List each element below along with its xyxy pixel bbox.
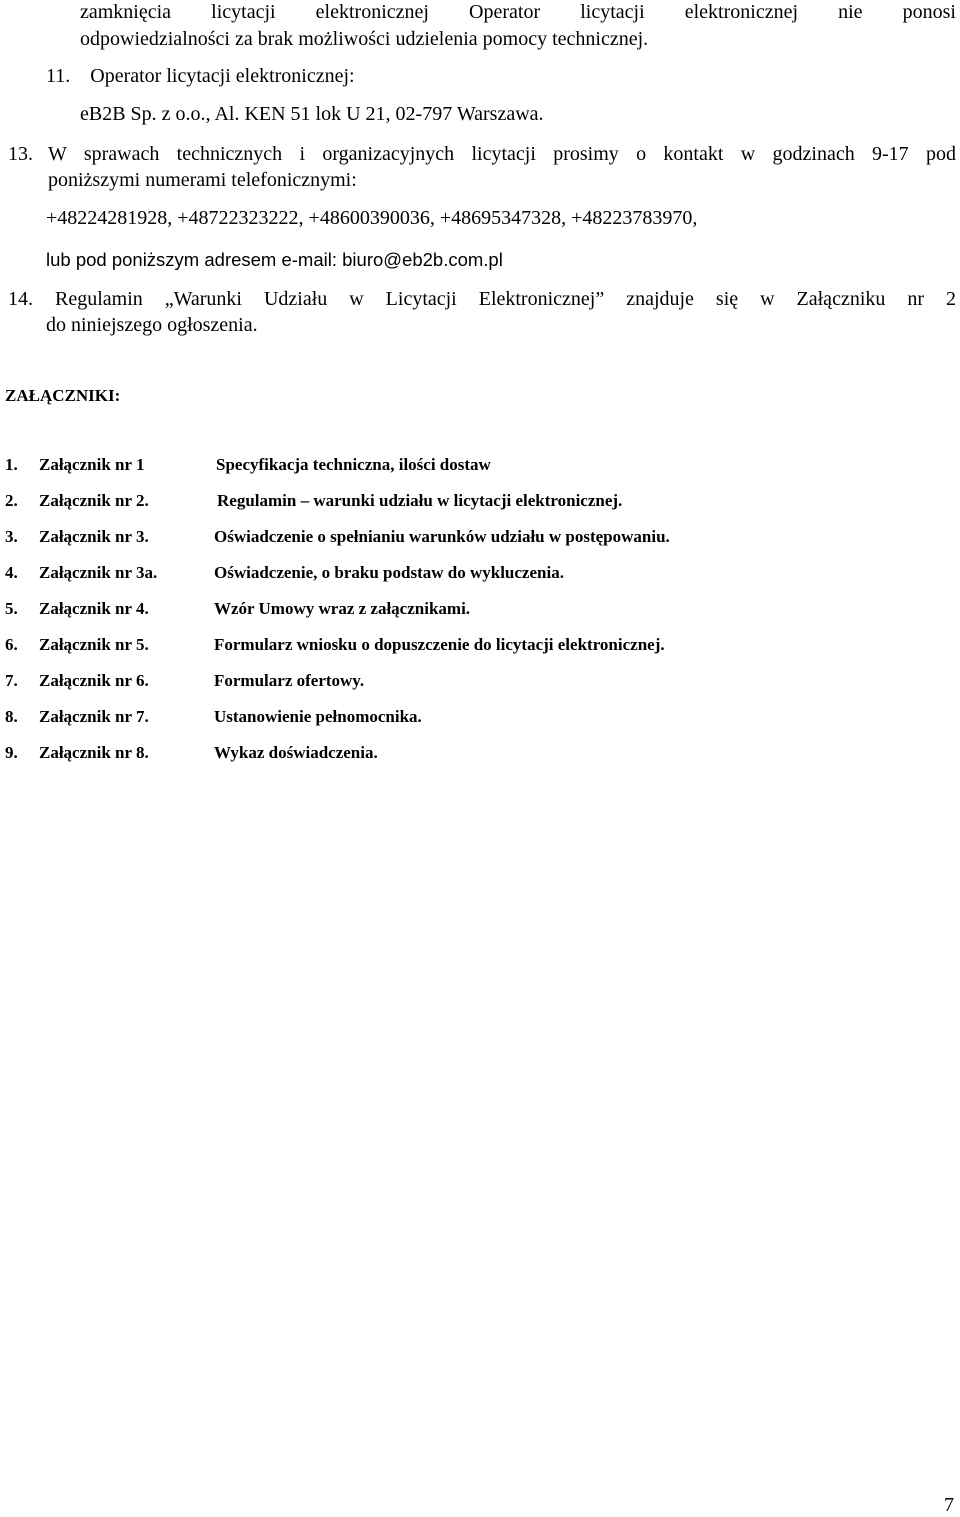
attachment-description: Oświadczenie o spełnianiu warunków udziału w postępowaniu.	[214, 527, 670, 546]
attachment-number: 7.	[5, 671, 18, 690]
attachment-label: Załącznik nr 2.	[39, 491, 149, 510]
attachment-label: Załącznik nr 7.	[39, 707, 149, 726]
attachment-label: Załącznik nr 3a.	[39, 563, 158, 582]
page-number: 7	[944, 1494, 954, 1516]
paragraph-continuation-line-2: odpowiedzialności za brak możliwości udzielenia pomocy technicznej.	[80, 28, 649, 50]
point-13-line-2: poniższymi numerami telefonicznymi:	[48, 169, 357, 191]
attachment-description: Regulamin – warunki udziału w licytacji elektronicznej.	[217, 491, 623, 510]
attachment-number: 5.	[5, 599, 18, 618]
attachment-number: 1.	[5, 455, 18, 474]
attachment-description: Oświadczenie, o braku podstaw do wykluczenia.	[214, 563, 564, 582]
attachment-description: Ustanowienie pełnomocnika.	[214, 707, 422, 726]
point-14-line-2: do niniejszego ogłoszenia.	[46, 314, 258, 336]
point-11	[46, 64, 355, 88]
attachment-description: Formularz wniosku o dopuszczenie do licytacji elektronicznej.	[214, 635, 665, 654]
email-line: lub pod poniższym adresem e-mail: biuro@eb2b.com.pl	[46, 249, 503, 270]
attachment-description: Specyfikacja techniczna, ilości dostaw	[216, 455, 491, 474]
attachment-label: Załącznik nr 4.	[39, 599, 149, 618]
point-13-number: 13.	[8, 143, 33, 165]
operator-address: eB2B Sp. z o.o., Al. KEN 51 lok U 21, 02-797 Warszawa.	[80, 103, 544, 125]
attachment-label: Załącznik nr 5.	[39, 635, 149, 654]
attachment-number: 9.	[5, 743, 18, 762]
attachment-number: 6.	[5, 635, 18, 654]
attachment-label: Załącznik nr 6.	[39, 671, 149, 690]
attachment-description: Formularz ofertowy.	[214, 671, 365, 690]
point-11-label: Operator licytacji elektronicznej:	[90, 65, 355, 87]
attachment-number: 2.	[5, 491, 18, 510]
attachment-number: 4.	[5, 563, 18, 582]
point-11-number: 11.	[46, 65, 71, 87]
attachment-label: Załącznik nr 1	[39, 455, 145, 474]
attachment-description: Wykaz doświadczenia.	[214, 743, 378, 762]
attachment-label: Załącznik nr 3.	[39, 527, 149, 546]
phone-numbers: +48224281928, +48722323222, +48600390036, +48695347328, +48223783970,	[46, 207, 698, 229]
attachments-heading: ZAŁĄCZNIKI:	[5, 386, 121, 405]
attachment-description: Wzór Umowy wraz z załącznikami.	[214, 599, 471, 618]
paragraph-continuation-line-1: zamknięcia licytacji elektronicznej Operator licytacji elektronicznej nie ponosi	[80, 1, 956, 23]
attachment-number: 3.	[5, 527, 18, 546]
point-13-line-1: W sprawach technicznych i organizacyjnych licytacji prosimy o kontakt w godzinach 9-17 pod	[48, 143, 956, 165]
point-14-line-1: 14. Regulamin „Warunki Udziału w Licytacji Elektronicznej” znajduje się w Załączniku nr 2	[8, 288, 956, 310]
attachment-label: Załącznik nr 8.	[39, 743, 149, 762]
attachment-number: 8.	[5, 707, 18, 726]
